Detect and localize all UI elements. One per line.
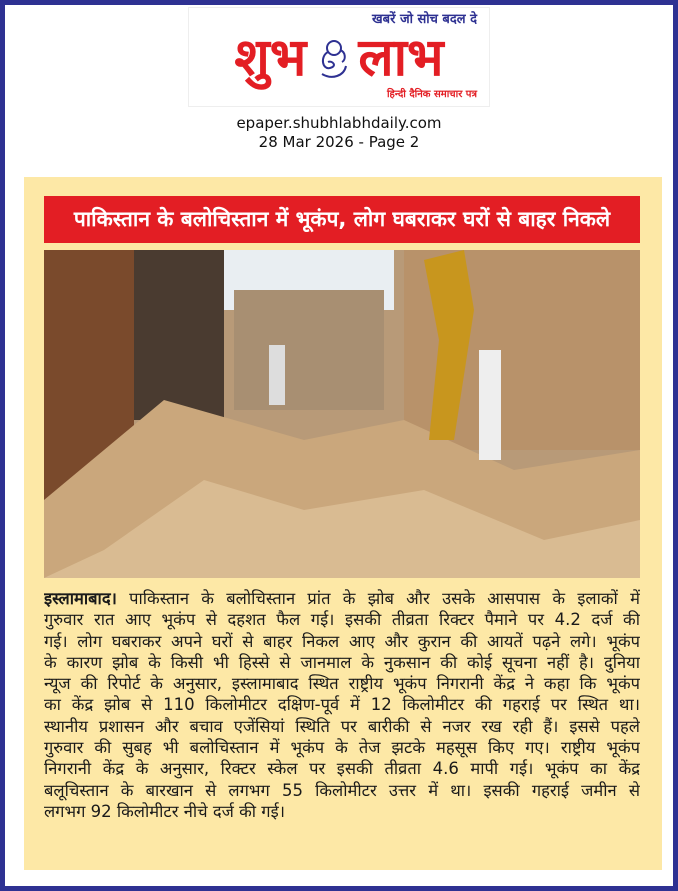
body-line: के कारण झोब के किसी भी हिस्से से जानमाल के नुकसान की कोई सूचना नहीं है। दुनिया [44,652,640,672]
date-page: 28 Mar 2026 - Page 2 [258,133,420,151]
body-line: स्थानीय प्रशासन और बचाव एजेंसियां स्थिति पर बारीकी से नजर रख रही हैं। इससे पहले [44,716,640,736]
article-headline: पाकिस्तान के बलोचिस्तान में भूकंप, लोग घबराकर घरों से बाहर निकले [44,196,640,243]
body-line: निगरानी केंद्र के अनुसार, रिक्टर स्केल पर इसकी तीव्रता 4.6 मापी गई। भूकंप का केंद्र [44,759,640,779]
logo-subtitle: हिन्दी दैनिक समाचार पत्र [386,89,477,100]
earthquake-rubble-image [44,250,640,578]
body-line: लगभग 92 किलोमीटर नीचे दर्ज की गई। [44,801,285,821]
article-photo [44,250,640,578]
logo-name-part2: लाभ [358,28,444,88]
article-dateline: इस्लामाबाद। [44,589,117,608]
logo-tagline: खबरें जो सोच बदल दे [372,12,477,27]
body-line: गुरुवार की सुबह भी बलोचिस्तान में भूकंप के तेज झटके महसूस किए गए। राष्ट्रीय भूकंप [44,738,640,758]
body-line: गई। लोग घबराकर अपने घरों से बाहर निकल आए और कुरान की आयतें पढ़ने लगे। भूकंप [44,631,640,651]
body-line: न्यूज की रिपोर्ट के अनुसार, इस्लामाबाद स्थित राष्ट्रीय भूकंप निगरानी केंद्र ने कहा कि भूकंप [44,674,640,694]
body-line: का केंद्र झोब से 110 किलोमीटर दक्षिण-पूर्व में 12 किलोमीटर की गहराई पर स्थित था। [44,695,640,715]
page-header [0,8,678,152]
body-line: गुरुवार रात आए भूकंप से दहशत फैल गई। इसकी तीव्रता रिक्टर पैमाने पर 4.2 दर्ज की [44,610,640,630]
newspaper-logo [189,8,489,106]
article-clipping [24,177,662,870]
article-body [44,588,640,822]
body-line: बलूचिस्तान के बारखान से लगभग 55 किलोमीटर उत्तर में था। इसकी गहराई जमीन से [44,780,640,800]
ganesh-icon [312,36,352,80]
logo-name-part1: शुभ [234,28,307,88]
site-url[interactable]: epaper.shubhlabhdaily.com [236,114,442,132]
logo-brand-row [201,28,477,88]
body-line: पाकिस्तान के बलोचिस्तान प्रांत के झोब और उसके आसपास के इलाकों में [116,589,640,608]
